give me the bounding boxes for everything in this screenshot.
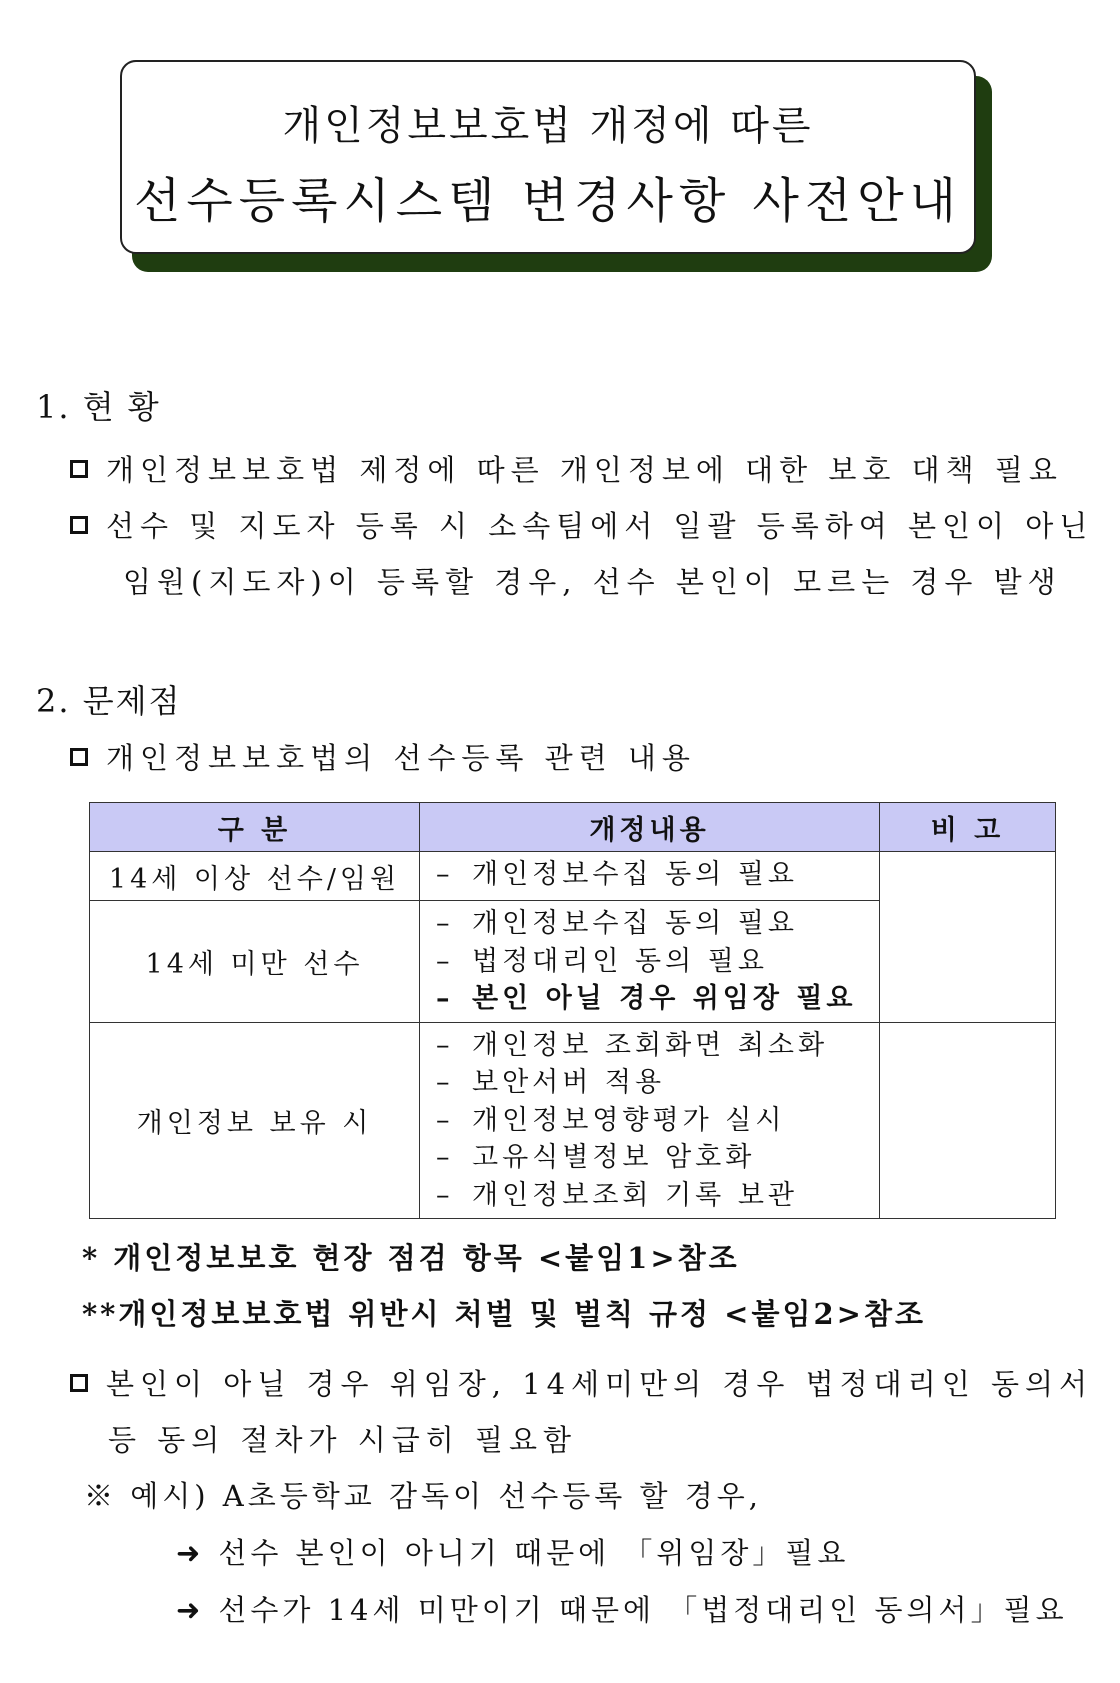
bullet-text: 개인정보보호법의 선수등록 관련 내용: [106, 741, 696, 775]
arrow-right-icon: ➜: [176, 1593, 205, 1627]
title-box: [120, 60, 976, 254]
checkbox-bullet-icon: [70, 1374, 88, 1392]
table-cell-category: 개인정보 보유 시: [90, 1022, 420, 1219]
table-header-remarks: 비 고: [880, 803, 1056, 852]
section-1-heading: 1. 현 황: [36, 388, 161, 426]
table-header-row: [90, 803, 1056, 852]
table-row: [90, 852, 1056, 901]
note-attachment-1: * 개인정보보호 현장 점검 항목 <붙임1>참조: [82, 1241, 740, 1275]
table-header-content: 개정내용: [420, 803, 880, 852]
table-cell-category: 14세 이상 선수/임원: [90, 852, 420, 901]
table-item: – 개인정보영향평가 실시: [436, 1104, 786, 1136]
section-2-bullet-2-cont: 등 동의 절차가 시급히 필요함: [108, 1423, 578, 1457]
table-item: – 개인정보조회 기록 보관: [436, 1179, 798, 1211]
example-line-1: ➜ 선수 본인이 아니기 때문에 「위임장」필요: [176, 1536, 850, 1570]
table-cell-remarks: [880, 1022, 1056, 1219]
table-cell-category: 14세 미만 선수: [90, 901, 420, 1023]
checkbox-bullet-icon: [70, 748, 88, 766]
section-2-bullet-2: [70, 1362, 1093, 1403]
table-item: – 개인정보 조회화면 최소화: [436, 1029, 829, 1061]
title-line-2: 선수등록시스템 변경사항 사전안내: [133, 173, 963, 229]
section-1-bullet-1: [70, 448, 1063, 489]
checkbox-bullet-icon: [70, 516, 88, 534]
note-attachment-2: **개인정보보호법 위반시 처벌 및 벌칙 규정 <붙임2>참조: [82, 1297, 926, 1331]
table-cell-items: [420, 1022, 880, 1219]
bullet-text: 본인이 아닐 경우 위임장, 14세미만의 경우 법정대리인 동의서: [106, 1367, 1093, 1401]
table-item: – 본인 아닐 경우 위임장 필요: [436, 983, 857, 1014]
table-item: – 보안서버 적용: [436, 1067, 666, 1098]
table-cell-remarks: [880, 852, 1056, 1023]
bullet-text: 개인정보보호법 제정에 따른 개인정보에 대한 보호 대책 필요: [106, 453, 1063, 487]
arrow-right-icon: ➜: [176, 1536, 205, 1570]
example-lead: ※ 예시) A초등학교 감독이 선수등록 할 경우,: [84, 1479, 763, 1513]
table-item: – 고유식별정보 암호화: [436, 1142, 756, 1173]
table-item: – 법정대리인 동의 필요: [436, 945, 768, 977]
section-1-bullet-2-cont: 임원(지도자)이 등록할 경우, 선수 본인이 모르는 경우 발생: [123, 565, 1062, 599]
section-2-bullet-1: [70, 736, 696, 777]
regulation-table: [89, 802, 1056, 1219]
section-2-heading: 2. 문제점: [36, 682, 182, 720]
example-line-2: ➜ 선수가 14세 미만이기 때문에 「법정대리인 동의서」필요: [176, 1593, 1068, 1627]
table-cell-items: [420, 901, 880, 1023]
checkbox-bullet-icon: [70, 460, 88, 478]
table-cell-items: [420, 852, 880, 901]
title-line-1: 개인정보보호법 개정에 따른: [282, 103, 814, 149]
table-row: [90, 1022, 1056, 1219]
table-header-category: 구 분: [90, 803, 420, 852]
table-item: – 개인정보수집 동의 필요: [436, 859, 798, 890]
bullet-text: 선수 및 지도자 등록 시 소속팀에서 일괄 등록하여 본인이 아닌: [106, 509, 1094, 543]
section-1-bullet-2: [70, 504, 1093, 545]
table-item: – 개인정보수집 동의 필요: [436, 908, 798, 939]
